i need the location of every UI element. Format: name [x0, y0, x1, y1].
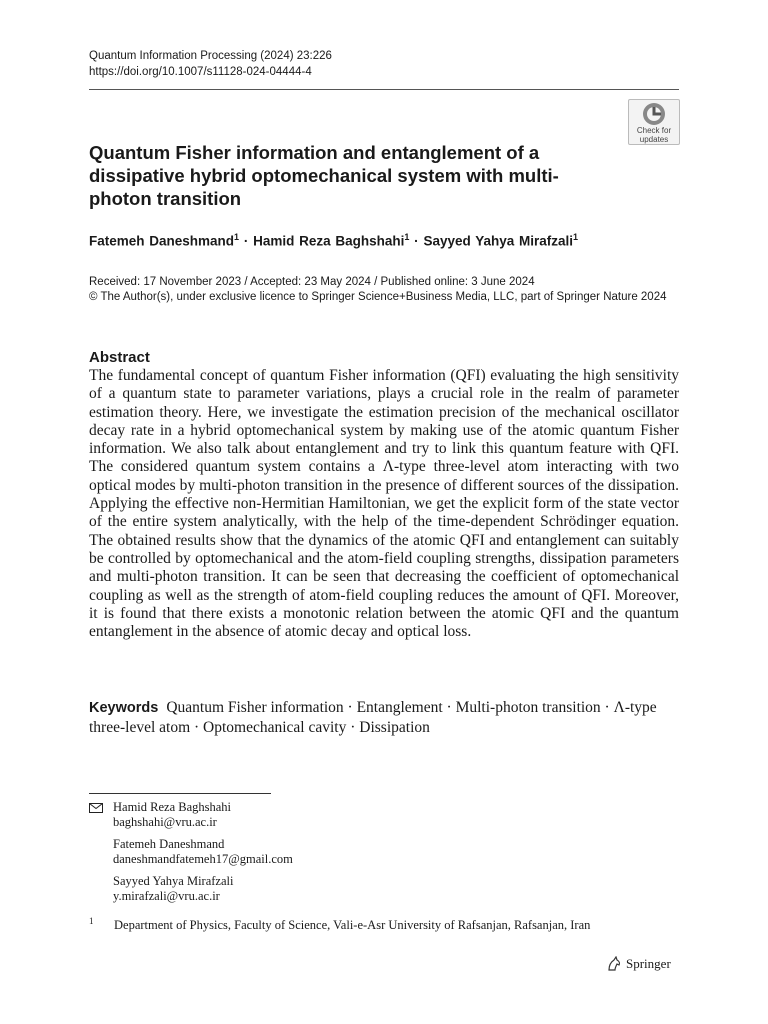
author-name: Sayyed Yahya Mirafzali [423, 233, 574, 249]
affiliation-number: 1 [89, 916, 94, 926]
publication-info [89, 275, 679, 305]
doi-link[interactable]: https://doi.org/10.1007/s11128-024-04444-4 [89, 66, 312, 78]
keywords-section [89, 698, 679, 737]
journal-header [89, 48, 679, 80]
springer-horse-icon [606, 956, 622, 972]
author-name: Hamid Reza Baghshahi [253, 233, 405, 249]
crossmark-label-2: updates [639, 135, 669, 144]
publisher-logo [606, 956, 671, 972]
copyright-notice: © The Author(s), under exclusive licence to Springer Science+Business Media, LLC, part of Springer Nature 2024 [89, 291, 667, 303]
contact-entry [89, 837, 589, 867]
publication-dates: Received: 17 November 2023 / Accepted: 23 May 2024 / Published online: 3 June 2024 [89, 276, 535, 288]
footnote-rule [89, 793, 271, 794]
abstract-text: The fundamental concept of quantum Fisher information (QFI) evaluating the high sensitivity of a quantum state to parameter variations, plays a crucial role in the realm of parameter estimation theory. Here, we investigate the estimation precision of the mechanical oscillator decay rate in a hybrid optomechanical system by making use of the atomic quantum Fisher information. We also talk about entanglement and try to link this quantum feature with QFI. The considered quantum system contains a Λ-type three-level atom interacting with two optical modes by multi-photon transition in the presence of different sources of the dissipation. Applying the effective non-Hermitian Hamiltonian, we get the explicit form of the state vector of the entire system analytically, with the help of the time-dependent Schrödinger equation. The obtained results show that the dynamics of the atomic QFI and entanglement can suitably be controlled by optomechanical and the atom-field coupling strengths, dissipation parameters and multi-photon transition. It can be seen that decreasing the coefficient of optomechanical coupling as well as the strength of atom-field coupling reduces the amount of QFI. Moreover, it is found that there exists a monotonic relation between the atomic QFI and the quantum entanglement in the absence of atomic decay and optical loss. [89, 367, 679, 641]
envelope-icon [89, 803, 103, 813]
author-name: Fatemeh Daneshmand [89, 233, 235, 249]
journal-citation: Quantum Information Processing (2024) 23:226 [89, 50, 332, 62]
affiliation-text: Department of Physics, Faculty of Science, Vali-e-Asr University of Rafsanjan, Rafsanjan, Iran [114, 918, 591, 932]
author-affil-mark: 1 [234, 232, 240, 242]
crossmark-icon [642, 102, 666, 126]
paper-title: Quantum Fisher information and entanglement of a dissipative hybrid optomechanical system with multi-photon transition [89, 142, 559, 209]
abstract-heading: Abstract [89, 349, 150, 366]
contact-email[interactable]: y.mirafzali@vru.ac.ir [113, 889, 220, 903]
contact-entry [89, 874, 589, 904]
keywords-label: Keywords [89, 700, 159, 716]
contact-name: Sayyed Yahya Mirafzali [113, 874, 234, 888]
author-affil-mark: 1 [573, 232, 579, 242]
contact-name: Fatemeh Daneshmand [113, 837, 225, 851]
author-list [89, 232, 679, 249]
publisher-name: Springer [626, 956, 671, 971]
author-separator: · [414, 233, 419, 249]
check-for-updates-badge[interactable] [628, 99, 680, 145]
contact-entry [89, 800, 589, 830]
keywords-list: Quantum Fisher information · Entanglement · Multi-photon transition · Λ-type three-level atom · Optomechanical cavity · Dissipation [89, 699, 657, 736]
author-affil-mark: 1 [404, 232, 410, 242]
contact-name: Hamid Reza Baghshahi [113, 800, 232, 814]
corresponding-authors [89, 800, 589, 911]
contact-email[interactable]: baghshahi@vru.ac.ir [113, 815, 217, 829]
author-separator: · [243, 233, 249, 249]
contact-email[interactable]: daneshmandfatemeh17@gmail.com [113, 852, 293, 866]
header-rule [89, 89, 679, 90]
crossmark-label-1: Check for [636, 126, 672, 135]
